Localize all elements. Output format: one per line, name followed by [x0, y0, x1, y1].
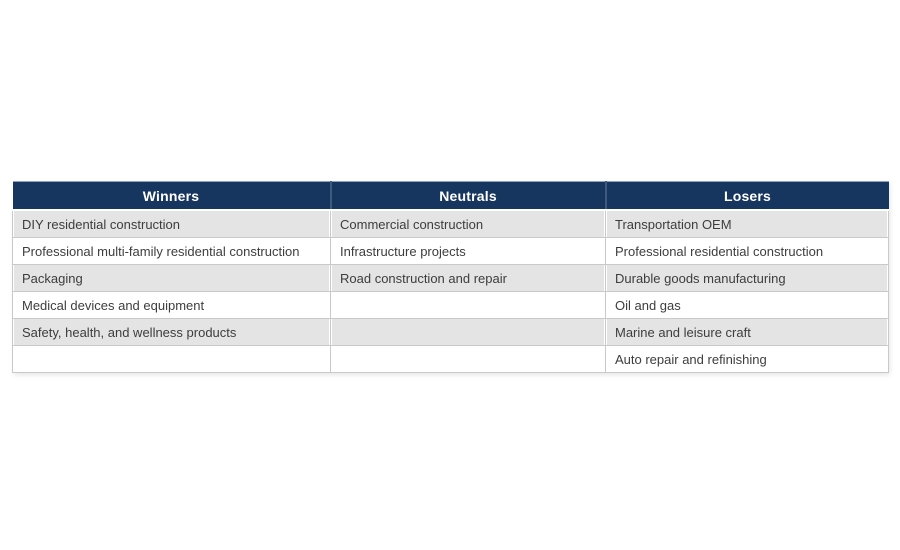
table-cell: Durable goods manufacturing — [606, 265, 889, 292]
table-cell: Auto repair and refinishing — [606, 346, 889, 373]
table-body — [13, 210, 889, 373]
table-cell: Road construction and repair — [331, 265, 606, 292]
table-cell: Packaging — [13, 265, 331, 292]
table-cell — [331, 346, 606, 373]
table-header-row — [13, 182, 889, 211]
table-cell: Medical devices and equipment — [13, 292, 331, 319]
table-cell — [13, 346, 331, 373]
table-row — [13, 292, 889, 319]
table-cell: Professional multi-family residential construction — [13, 238, 331, 265]
table-cell: Commercial construction — [331, 210, 606, 238]
table-cell: Transportation OEM — [606, 210, 889, 238]
column-header-neutrals: Neutrals — [331, 182, 606, 211]
table-cell: Infrastructure projects — [331, 238, 606, 265]
column-header-winners: Winners — [13, 182, 331, 211]
table-row — [13, 319, 889, 346]
table-cell: DIY residential construction — [13, 210, 331, 238]
table-row — [13, 238, 889, 265]
table-row — [13, 346, 889, 373]
winners-neutrals-losers-table — [12, 181, 888, 373]
table-cell: Marine and leisure craft — [606, 319, 889, 346]
market-segments-table — [12, 181, 889, 373]
table-cell — [331, 319, 606, 346]
column-header-losers: Losers — [606, 182, 889, 211]
table-cell — [331, 292, 606, 319]
table-cell: Safety, health, and wellness products — [13, 319, 331, 346]
table-cell: Oil and gas — [606, 292, 889, 319]
table-row — [13, 210, 889, 238]
table-row — [13, 265, 889, 292]
table-cell: Professional residential construction — [606, 238, 889, 265]
